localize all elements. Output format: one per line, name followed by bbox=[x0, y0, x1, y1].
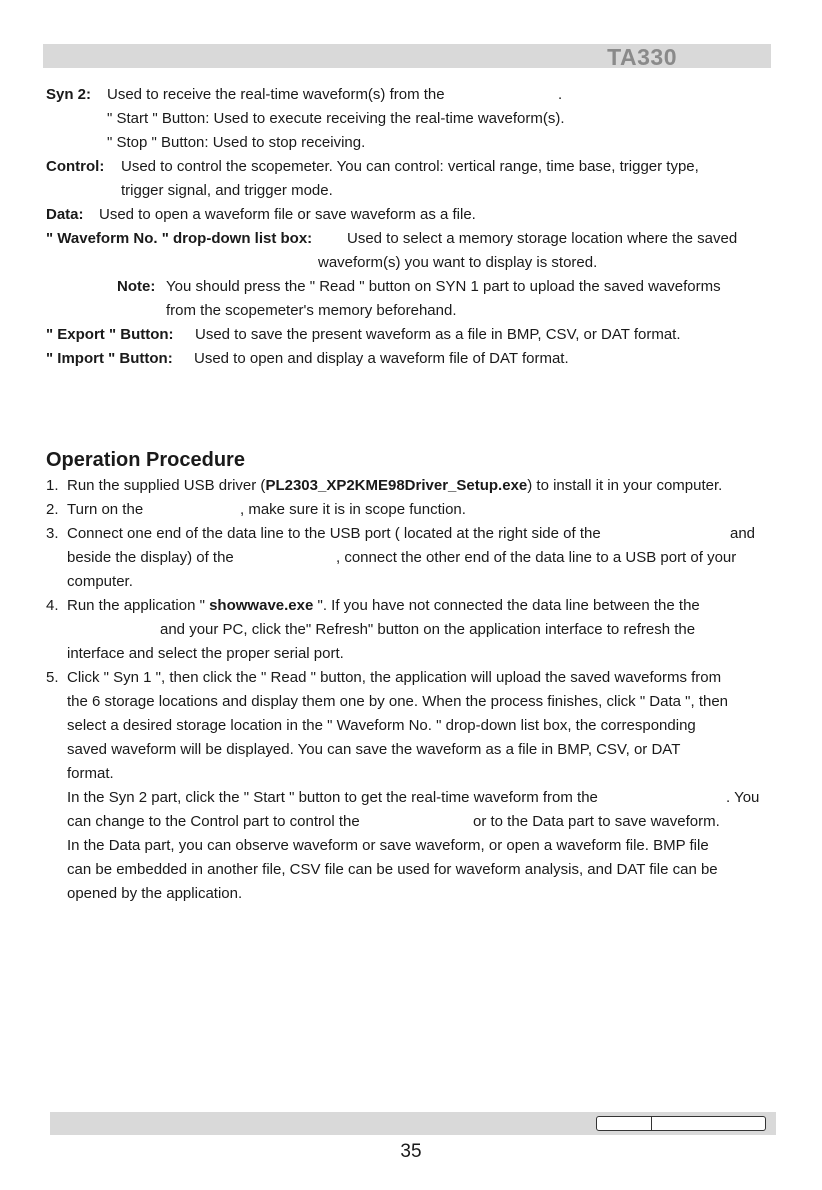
header-title: TA330 bbox=[607, 44, 677, 70]
import-desc: Used to open and display a waveform file of DAT format. bbox=[194, 350, 569, 367]
step2-a: Turn on the bbox=[67, 501, 144, 518]
step1-number: 1. bbox=[46, 477, 59, 494]
app-filename: showwave.exe bbox=[209, 597, 314, 614]
step4-number: 4. bbox=[46, 597, 59, 614]
syn2-stop: " Stop " Button: Used to stop receiving. bbox=[107, 134, 366, 151]
note-line1: You should press the " Read " button on SYN 1 part to upload the saved waveforms bbox=[166, 278, 721, 295]
procedure-heading: Operation Procedure bbox=[46, 449, 245, 471]
waveform-no-line1: Used to select a memory storage location where the saved bbox=[347, 230, 738, 247]
syn2-trail: . bbox=[558, 86, 563, 103]
step5-a: Click " Syn 1 ", then click the " Read " button, the application will upload the saved waveforms from bbox=[67, 669, 722, 686]
step3-b: and bbox=[730, 525, 756, 542]
step5-g: . You bbox=[726, 789, 760, 806]
step4-d: and your PC, click the" Refresh" button on the application interface to refresh the bbox=[160, 621, 696, 638]
step5-number: 5. bbox=[46, 669, 59, 686]
control-line1: Used to control the scopemeter. You can control: vertical range, time base, trigger type, bbox=[121, 158, 699, 175]
syn2-label: Syn 2: bbox=[46, 86, 92, 103]
control-label: Control: bbox=[46, 158, 105, 175]
step5-j: In the Data part, you can observe waveform or save waveform, or open a waveform file. BMP file bbox=[67, 837, 709, 854]
step3-e: computer. bbox=[67, 573, 133, 590]
step3-a: Connect one end of the data line to the USB port ( located at the right side of the bbox=[67, 525, 601, 542]
syn2-desc: Used to receive the real-time waveform(s) from the bbox=[107, 86, 445, 103]
step5-d: saved waveform will be displayed. You can save the waveform as a file in BMP, CSV, or DAT bbox=[67, 741, 681, 758]
step5-c: select a desired storage location in the " Waveform No. " drop-down list box, the corresponding bbox=[67, 717, 696, 734]
step5-e: format. bbox=[67, 765, 114, 782]
export-desc: Used to save the present waveform as a file in BMP, CSV, or DAT format. bbox=[195, 326, 681, 343]
step5-i: or to the Data part to save waveform. bbox=[473, 813, 720, 830]
waveform-no-label: " Waveform No. " drop-down list box: bbox=[46, 230, 313, 247]
import-label: " Import " Button: bbox=[46, 350, 173, 367]
step5-b: the 6 storage locations and display them one by one. When the process finishes, click " Data ", then bbox=[67, 693, 729, 710]
page-number: 35 bbox=[400, 1141, 422, 1162]
step5-h: can change to the Control part to control the bbox=[67, 813, 360, 830]
note-line2: from the scopemeter's memory beforehand. bbox=[166, 302, 457, 319]
note-label: Note: bbox=[117, 278, 156, 295]
step5-f: In the Syn 2 part, click the " Start " button to get the real-time waveform from the bbox=[67, 789, 598, 806]
driver-filename: PL2303_XP2KME98Driver_Setup.exe bbox=[265, 477, 528, 494]
step3-d: , connect the other end of the data line to a USB port of your bbox=[336, 549, 737, 566]
data-desc: Used to open a waveform file or save waveform as a file. bbox=[99, 206, 476, 223]
step2-b: , make sure it is in scope function. bbox=[240, 501, 466, 518]
export-label: " Export " Button: bbox=[46, 326, 174, 343]
data-label: Data: bbox=[46, 206, 84, 223]
step3-number: 3. bbox=[46, 525, 59, 542]
step5-k: can be embedded in another file, CSV file can be used for waveform analysis, and DAT file can be bbox=[67, 861, 718, 878]
waveform-no-line2: waveform(s) you want to display is stored. bbox=[318, 254, 598, 271]
syn2-start: " Start " Button: Used to execute receiving the real-time waveform(s). bbox=[107, 110, 565, 127]
footer-tab-box bbox=[596, 1116, 766, 1131]
step1-line: Run the supplied USB driver (PL2303_XP2KME98Driver_Setup.exe) to install it in your computer. bbox=[67, 477, 723, 494]
step5-l: opened by the application. bbox=[67, 885, 243, 902]
step2-number: 2. bbox=[46, 501, 59, 518]
step3-c: beside the display) of the bbox=[67, 549, 234, 566]
step4-line1: Run the application " showwave.exe ". If you have not connected the data line between the the bbox=[67, 597, 700, 614]
footer-tab-divider bbox=[651, 1117, 652, 1130]
control-line2: trigger signal, and trigger mode. bbox=[121, 182, 333, 199]
step4-e: interface and select the proper serial port. bbox=[67, 645, 344, 662]
